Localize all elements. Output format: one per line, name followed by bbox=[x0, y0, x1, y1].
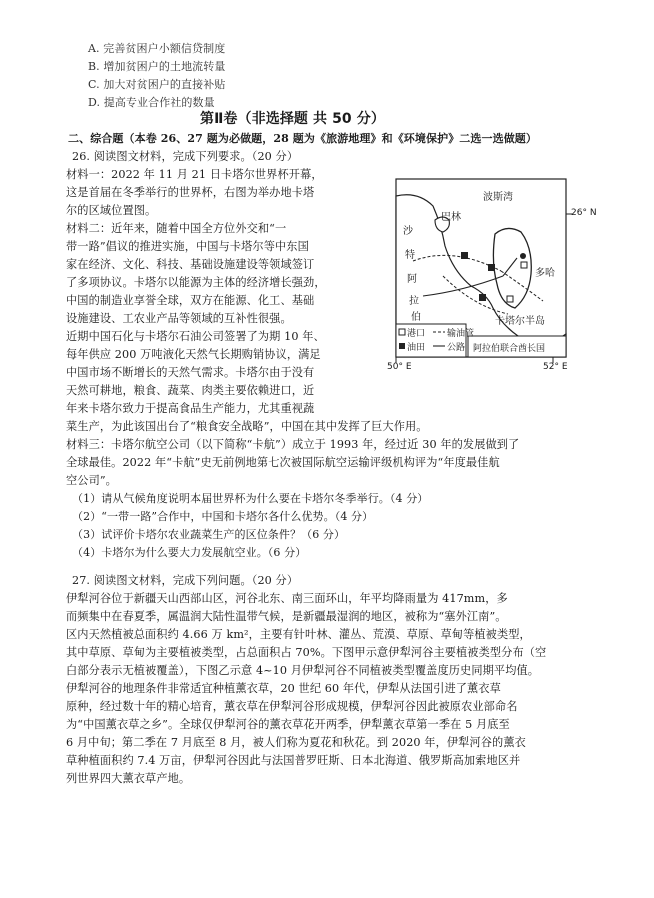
option-b: B. 增加贫困户的土地流转量 bbox=[88, 60, 226, 73]
q27-line: 6 月中旬；第二季在 7 月底至 8 月，被人们称为夏花和秋花。到 2020 年，伊犁河谷的薰衣 bbox=[66, 736, 526, 749]
q27-line: 伊犁河谷位于新疆天山西部山区，河谷北东、南三面环山，年平均降雨量为 417mm，多 bbox=[66, 592, 508, 605]
q26-line: 近期中国石化与卡塔尔石油公司签署了为期 10 年、 bbox=[66, 330, 325, 343]
q27-line: 其中草原、草甸为主要植被类型，占总面积占 70%。下图甲示意伊犁河谷主要植被类型分布（空 bbox=[66, 646, 547, 659]
label-a: 阿 bbox=[407, 274, 417, 285]
q27-line: 为“中国薰衣草之乡”。全球仅伊犁河谷的薰衣草花开两季，伊犁薰衣草第一季在 5 月底至 bbox=[66, 718, 510, 731]
q26-question-3: （3）试评价卡塔尔农业蔬菜生产的区位条件？（6 分） bbox=[72, 528, 346, 541]
label-bo: 伯 bbox=[411, 312, 421, 323]
oilfield-marker bbox=[479, 294, 486, 301]
q26-line: 年来卡塔尔致力于提高食品生产能力，尤其重视蔬 bbox=[66, 402, 315, 415]
q26-line: 中国市场不断增长的天然气需求。卡塔尔由于没有 bbox=[66, 366, 315, 379]
q26-question-2: （2）“一带一路”合作中，中国和卡塔尔各什么优势。（4 分） bbox=[72, 510, 374, 523]
q27-line: 草种植面积约 7.4 万亩，伊犁河谷因此与法国普罗旺斯、日本北海道、俄罗斯高加索地区并 bbox=[66, 754, 521, 767]
option-d: D. 提高专业合作社的数量 bbox=[88, 96, 215, 109]
oilfield-marker bbox=[461, 252, 468, 259]
label-lon-50: 50° E bbox=[387, 362, 412, 372]
q26-line: 设施建设、工农业产品等领域的互补性很强。 bbox=[66, 312, 292, 325]
q26-line: 中国的制造业享誉全球，双方在能源、化工、基础 bbox=[66, 294, 315, 307]
q26-line: 全球最佳。2022 年“卡航”史无前例地第七次被国际航空运输评级机构评为“年度最佳航 bbox=[66, 456, 500, 469]
legend-port-label: 港口 bbox=[407, 329, 426, 339]
q26-question-4: （4）卡塔尔为什么要大力发展航空业。（6 分） bbox=[72, 546, 307, 559]
q26-line: 了多项协议。卡塔尔以能源为主体的经济增长强劲， bbox=[66, 276, 326, 289]
port-marker bbox=[507, 296, 513, 302]
legend-oilfield-icon bbox=[399, 343, 405, 349]
label-doha: 多哈 bbox=[535, 268, 555, 279]
q27-line: 区内天然植被总面积约 4.66 万 km²，主要有针叶林、灌丛、荒漠、草原、草甸等植被类型， bbox=[66, 628, 531, 641]
label-sha: 沙 bbox=[403, 226, 413, 237]
q26-line: 菜生产，为此该国出台了“粮食安全战略”，中国在其中发挥了巨大作用。 bbox=[66, 420, 428, 433]
q26-line: 天然可耕地，粮食、蔬菜、肉类主要依赖进口，近 bbox=[66, 384, 315, 397]
qatar-region-map bbox=[383, 176, 597, 372]
legend-uae-label: 阿拉伯联合酋长国 bbox=[473, 344, 546, 354]
legend-port-icon bbox=[399, 329, 405, 335]
doha-dot bbox=[520, 253, 526, 259]
q26-line: 尔的区域位置图。 bbox=[66, 204, 157, 217]
label-la: 拉 bbox=[409, 296, 419, 307]
q26-line: 这是首届在冬季举行的世界杯，右图为举办地卡塔 bbox=[66, 186, 315, 199]
label-lat-26: 26° N bbox=[571, 208, 597, 218]
q26-line: 材料二：近年来，随着中国全方位外交和“一 bbox=[66, 222, 287, 235]
q27-line: 伊犁河谷的地理条件非常适宜种植薰衣草，20 世纪 60 年代，伊犁从法国引进了薰衣草 bbox=[66, 682, 501, 695]
port-marker bbox=[521, 262, 527, 268]
option-a: A. 完善贫困户小额信贷制度 bbox=[88, 42, 226, 55]
q27-line: 白部分表示无植被覆盖），下图乙示意 4~10 月伊犁河谷不同植被类型覆盖度历史同期平均值。 bbox=[66, 664, 540, 677]
q27-line: 原种，经过数十年的精心培育，薰衣草在伊犁河谷形成规模，伊犁河谷因此被原农业部命名 bbox=[66, 700, 518, 713]
q26-line: 材料三：卡塔尔航空公司（以下简称“卡航”）成立于 1993 年，经过近 30 年的发展做到了 bbox=[66, 438, 520, 451]
legend-pipeline-label: 输油管 bbox=[447, 329, 475, 339]
label-qatar-peninsula: 卡塔尔半岛 bbox=[495, 316, 545, 327]
q26-line: 空公司”。 bbox=[66, 474, 117, 487]
q27-prompt: 27. 阅读图文材料，完成下列问题。（20 分） bbox=[72, 574, 299, 587]
legend-road-label: 公路 bbox=[447, 343, 466, 353]
oilfield-marker bbox=[488, 264, 495, 271]
section-title: 第Ⅱ卷（非选择题 共 50 分） bbox=[200, 111, 385, 127]
q26-prompt: 26. 阅读图文材料，完成下列要求。（20 分） bbox=[72, 150, 299, 163]
q26-line: 材料一：2022 年 11 月 21 日卡塔尔世界杯开幕， bbox=[66, 168, 323, 181]
q27-line: 而频集中在春夏季，属温润大陆性温带气候，是新疆最湿润的地区，被称为“塞外江南”。 bbox=[66, 610, 507, 623]
label-gulf: 波斯湾 bbox=[483, 192, 513, 203]
legend-oilfield-label: 油田 bbox=[407, 343, 426, 353]
q26-question-1: （1）请从气候角度说明本届世界杯为什么要在卡塔尔冬季举行。（4 分） bbox=[72, 492, 429, 505]
q26-line: 每年供应 200 万吨液化天然气长期购销协议，满足 bbox=[66, 348, 321, 361]
q27-line: 列世界四大薰衣草产地。 bbox=[66, 772, 191, 785]
q26-line: 带一路”倡议的推进实施，中国与卡塔尔等中东国 bbox=[66, 240, 309, 253]
q26-line: 家在经济、文化、科技、基础设施建设等领域签订 bbox=[66, 258, 315, 271]
option-c: C. 加大对贫困户的直接补贴 bbox=[88, 78, 226, 91]
label-bahrain: 巴林 bbox=[441, 212, 461, 223]
label-te: 特 bbox=[405, 250, 415, 261]
label-lon-52: 52° E bbox=[543, 362, 568, 372]
section-instruction: 二、综合题（本卷 26、27 题为必做题，28 题为《旅游地理》和《环境保护》二选一选做题） bbox=[68, 132, 538, 145]
